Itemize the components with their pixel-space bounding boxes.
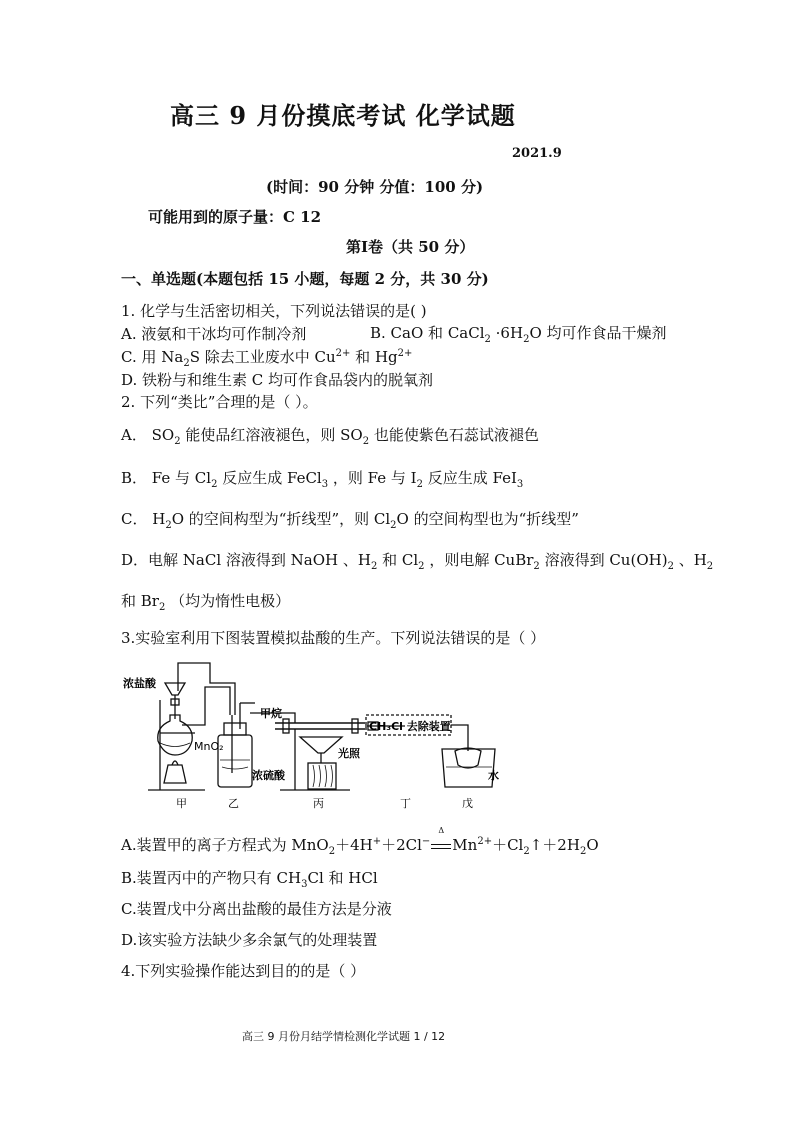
question-1-option-a: A. 液氨和干冰均可作制冷剂 <box>121 325 307 343</box>
page-title: 高三 9 月份摸底考试 化学试题 <box>170 101 516 130</box>
question-4-stem: 4.下列实验操作能达到目的的是（ ） <box>121 962 366 980</box>
exam-date: 2021.9 <box>512 146 562 161</box>
label-mno2: MnO₂ <box>194 740 224 753</box>
question-2-option-d-cont: 和 $Br_2$ （均为惰性电极） <box>121 592 291 613</box>
bing-light-cone <box>300 737 342 753</box>
label-hcl: 浓盐酸 <box>123 677 156 690</box>
section-heading: 一、单选题(本题包括 15 小题，每题 2 分，共 30 分) <box>121 270 489 288</box>
label-box: CH₃Cl 去除装置 <box>369 720 451 733</box>
label-wu: 戊 <box>462 797 473 810</box>
question-3-option-b: B.装置丙中的产物只有 $CH_3Cl$ 和 HCl <box>121 869 378 890</box>
question-1-option-b: B. CaO 和 CaCl$_2$ $\cdot 6H_2O$ 均可作食品干燥剂 <box>370 324 667 345</box>
question-2-option-c: C． $H_2O$ 的空间构型为“折线型”，则 $Cl_2O$ 的空间构型也为“折线型” <box>121 510 579 531</box>
question-3-option-c: C.装置戊中分离出盐酸的最佳方法是分液 <box>121 900 392 918</box>
label-water: 水 <box>488 769 499 782</box>
jia-funnel <box>165 683 185 695</box>
question-2-option-a: A． $SO_2$ 能使品红溶液褪色，则 $SO_2$ 也能使紫色石蕊试液褪色 <box>121 426 539 447</box>
label-jia: 甲 <box>176 797 187 810</box>
label-light: 光照 <box>338 747 360 760</box>
question-1-stem: 1. 化学与生活密切相关，下列说法错误的是( ) <box>121 302 427 320</box>
question-2-option-b: B． Fe 与 $Cl_2$ 反应生成 FeCl$_3$ ，则 Fe 与 $I_2$ 反应生成 FeI$_3$ <box>121 469 524 490</box>
question-2-option-d: D．电解 NaCl 溶液得到 NaOH 、$H_2$ 和 $Cl_2$ ，则电解 CuBr$_2$ 溶液得到 $Cu(OH)_2$ 、$H_2$ <box>121 551 714 572</box>
apparatus-diagram <box>120 655 520 810</box>
jia-flask <box>158 715 193 755</box>
exam-info: (时间：90 分钟 分值：100 分) <box>266 178 484 196</box>
volume-heading: 第Ⅰ卷（共 50 分） <box>346 238 475 256</box>
label-ding: 丁 <box>400 797 411 810</box>
atomic-mass-note: 可能用到的原子量：C 12 <box>148 208 322 226</box>
page-footer: 高三 9 月份月结学情检测化学试题 1 / 12 <box>242 1030 446 1043</box>
ding-to-wu-tube <box>451 725 468 751</box>
question-3-option-d: D.该实验方法缺少多余氯气的处理装置 <box>121 931 378 949</box>
question-2-stem: 2. 下列“类比”合理的是（ ）。 <box>121 393 318 411</box>
label-h2so4: 浓硫酸 <box>252 769 285 782</box>
question-3-option-a: A.装置甲的离子方程式为 MnO$_2$＋4H+＋2Cl− Δ $Mn^{2+}+Cl_2↑+2H_2O$ <box>121 826 599 857</box>
question-1-option-d: D. 铁粉与和维生素 C 均可作食品袋内的脱氧剂 <box>121 371 434 389</box>
jia-burner <box>164 765 186 783</box>
label-bing: 丙 <box>313 797 324 810</box>
label-yi: 乙 <box>228 797 239 810</box>
question-3-stem: 3.实验室利用下图装置模拟盐酸的生产。下列说法错误的是（ ） <box>121 629 546 647</box>
question-1-option-c: C. 用 $Na_2S$ 除去工业废水中 $Cu^{2+}$ 和 $Hg^{2+}$ <box>121 348 413 369</box>
jia-to-yi-tube <box>178 663 235 715</box>
label-methane: 甲烷 <box>260 707 282 720</box>
